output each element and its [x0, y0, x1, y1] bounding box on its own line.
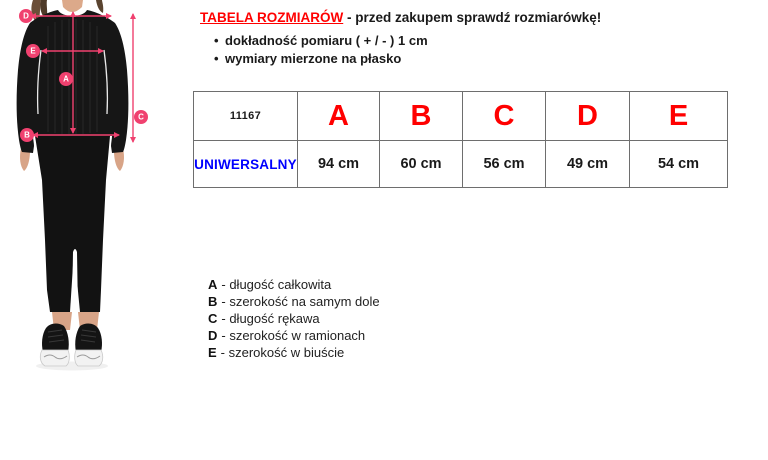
- marker-letter-c: C: [138, 112, 144, 122]
- legend-item-e: E - szerokość w biuście: [208, 345, 345, 360]
- bullet-item: • dokładność pomiaru ( + / - ) 1 cm: [200, 32, 762, 50]
- column-header-d: D: [546, 92, 630, 141]
- value-cell-a: 94 cm: [298, 141, 380, 187]
- marker-letter-b: B: [24, 130, 30, 140]
- header-block: [200, 9, 762, 68]
- column-header-e: E: [630, 92, 727, 141]
- size-table: [193, 91, 728, 188]
- column-header-c: C: [463, 92, 546, 141]
- value-cell-c: 56 cm: [463, 141, 546, 187]
- column-header-b: B: [380, 92, 463, 141]
- page-title: [200, 9, 762, 26]
- left-sneaker: [40, 324, 69, 366]
- product-code: 11167: [229, 110, 262, 122]
- measurement-legend: [208, 276, 380, 361]
- neck: [62, 0, 83, 12]
- value-cell-e: 54 cm: [630, 141, 727, 187]
- bullet-item: • wymiary mierzone na płasko: [200, 50, 762, 68]
- legend-item-c: C - długość rękawa: [208, 311, 320, 326]
- size-label-cell: [194, 141, 298, 187]
- value-cell-d: 49 cm: [546, 141, 630, 187]
- marker-letter-e: E: [30, 46, 36, 56]
- page-title-highlight: TABELA ROZMIARÓW: [200, 10, 344, 25]
- product-code-cell: [194, 92, 298, 141]
- legend-item-a: A - długość całkowita: [208, 277, 332, 292]
- marker-letter-a: A: [63, 74, 69, 84]
- page-title-suffix: - przed zakupem sprawdź rozmiarówkę!: [343, 10, 602, 25]
- legend-item-b: B - szerokość na samym dole: [208, 294, 380, 309]
- bullet-list: [200, 32, 762, 68]
- model-photo: [0, 0, 180, 460]
- size-label: UNIWERSALNY: [194, 156, 297, 172]
- marker-letter-d: D: [23, 11, 29, 21]
- legend-item-d: D - szerokość w ramionach: [208, 328, 366, 343]
- column-header-a: A: [298, 92, 380, 141]
- value-cell-b: 60 cm: [380, 141, 463, 187]
- right-sneaker: [75, 324, 103, 366]
